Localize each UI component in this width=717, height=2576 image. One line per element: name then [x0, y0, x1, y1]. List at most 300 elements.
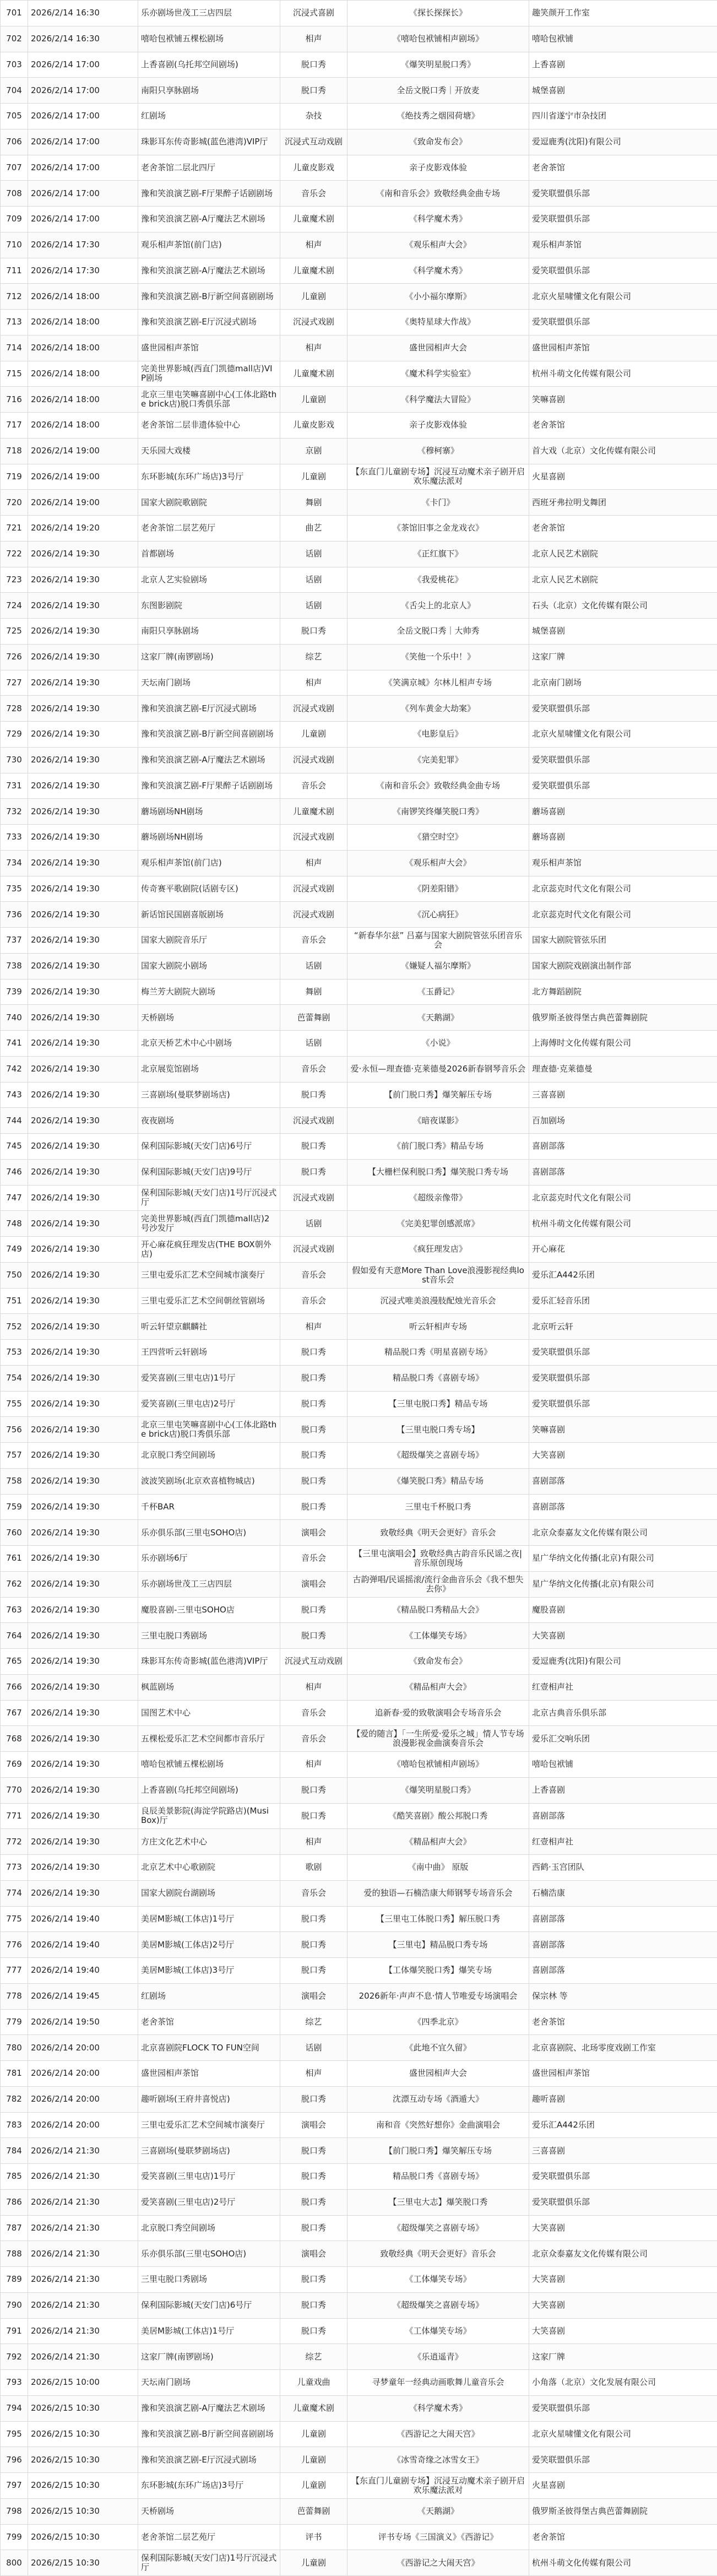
category-cell: 话剧 — [280, 1031, 347, 1057]
organizer-cell: 喜剧部落 — [529, 1803, 717, 1829]
datetime-cell: 2026/2/15 10:30 — [28, 2395, 138, 2421]
datetime-cell: 2026/2/14 19:30 — [28, 1082, 138, 1108]
row-number: 731 — [1, 773, 28, 799]
datetime-cell: 2026/2/14 18:00 — [28, 284, 138, 310]
venue-cell: 国家大剧院歌剧院 — [138, 490, 280, 516]
row-number: 708 — [1, 181, 28, 207]
title-cell: 【三里屯演唱会】致敬经典古韵音乐民谣之夜|音乐原创现场 — [347, 1546, 529, 1572]
table-row — [1, 2241, 717, 2267]
venue-cell: 三里屯脱口秀剧场 — [138, 1623, 280, 1649]
title-cell: 【东直门儿童剧专场】沉浸互动魔术亲子剧开启欢乐魔法派对 — [347, 2473, 529, 2499]
table-row — [1, 1288, 717, 1314]
datetime-cell: 2026/2/14 19:30 — [28, 1546, 138, 1572]
title-cell: 南和音《突然好想你》金曲演唱会 — [347, 2112, 529, 2138]
title-cell: 《观乐相声大会》 — [347, 850, 529, 876]
datetime-cell: 2026/2/15 10:30 — [28, 2421, 138, 2447]
venue-cell: 北京人艺实验剧场 — [138, 567, 280, 593]
category-cell: 话剧 — [280, 2035, 347, 2061]
venue-cell: 老舍茶馆二层艺苑厅 — [138, 2524, 280, 2550]
organizer-cell: 北京火星啸懂文化有限公司 — [529, 284, 717, 310]
venue-cell: 豫和笑浪演艺剧-A厅魔法艺术剧场 — [138, 2395, 280, 2421]
organizer-cell: 爱笑联盟俱乐部 — [529, 207, 717, 232]
datetime-cell: 2026/2/14 19:30 — [28, 979, 138, 1005]
venue-cell: 北京喜剧院FLOCK TO FUN空间 — [138, 2035, 280, 2061]
row-number: 767 — [1, 1700, 28, 1726]
organizer-cell: 西鹤·玉宫团队 — [529, 1855, 717, 1881]
datetime-cell: 2026/2/14 19:30 — [28, 644, 138, 670]
venue-cell: 豫和笑浪演艺剧-E厅沉浸式剧场 — [138, 310, 280, 335]
title-cell: 《沉心病狂》 — [347, 902, 529, 928]
category-cell: 脱口秀 — [280, 2164, 347, 2190]
organizer-cell: 北京众泰嘉友文化传媒有限公司 — [529, 1520, 717, 1546]
venue-cell: 波波笑剧场(北京欢喜植物城店) — [138, 1468, 280, 1494]
organizer-cell: 大笑喜剧 — [529, 2215, 717, 2241]
venue-cell: 上香喜剧(乌托邦空间剧场) — [138, 52, 280, 78]
datetime-cell: 2026/2/14 17:00 — [28, 104, 138, 129]
title-cell: 《茶馆旧事之金龙戏衣》 — [347, 516, 529, 542]
table-row — [1, 1, 717, 26]
category-cell: 沉浸式戏剧 — [280, 825, 347, 851]
datetime-cell: 2026/2/14 16:30 — [28, 26, 138, 52]
row-number: 748 — [1, 1211, 28, 1237]
datetime-cell: 2026/2/14 19:30 — [28, 1417, 138, 1443]
venue-cell: 三喜剧场(曼联梦剧场店) — [138, 1082, 280, 1108]
table-row — [1, 361, 717, 387]
row-number: 769 — [1, 1752, 28, 1778]
category-cell: 沉浸式戏剧 — [280, 696, 347, 722]
table-row — [1, 1571, 717, 1597]
datetime-cell: 2026/2/14 19:30 — [28, 1237, 138, 1263]
organizer-cell: 星广华纳文化传播(北京)有限公司 — [529, 1571, 717, 1597]
table-row — [1, 1185, 717, 1211]
row-number: 785 — [1, 2164, 28, 2190]
title-cell: 【三里屯脱口秀】精品专场 — [347, 1391, 529, 1417]
title-cell: 《精品相声大会》 — [347, 1674, 529, 1700]
category-cell: 儿童剧 — [280, 464, 347, 490]
table-row — [1, 1391, 717, 1417]
venue-cell: 美居M影城(工体店)3号厅 — [138, 1958, 280, 1984]
datetime-cell: 2026/2/14 21:30 — [28, 2344, 138, 2370]
organizer-cell: 蘑场喜剧 — [529, 825, 717, 851]
title-cell: 《嘻哈包袱铺相声剧场》 — [347, 1752, 529, 1778]
table-row — [1, 876, 717, 902]
table-row — [1, 2035, 717, 2061]
table-row — [1, 2498, 717, 2524]
table-row — [1, 1855, 717, 1881]
title-cell: 亲子皮影戏体验 — [347, 155, 529, 181]
row-number: 757 — [1, 1443, 28, 1469]
venue-cell: 观乐相声茶馆(前门店) — [138, 850, 280, 876]
venue-cell: 三里屯脱口秀剧场 — [138, 2267, 280, 2293]
table-row — [1, 2138, 717, 2164]
table-row — [1, 284, 717, 310]
organizer-cell: 爱笑联盟俱乐部 — [529, 181, 717, 207]
row-number: 738 — [1, 953, 28, 979]
organizer-cell: 大笑喜剧 — [529, 1623, 717, 1649]
datetime-cell: 2026/2/14 19:50 — [28, 2009, 138, 2035]
category-cell: 脱口秀 — [280, 2215, 347, 2241]
category-cell: 脱口秀 — [280, 1159, 347, 1185]
organizer-cell: 嘻哈包袱铺 — [529, 1752, 717, 1778]
row-number: 783 — [1, 2112, 28, 2138]
title-cell: 《暗夜谋影》 — [347, 1108, 529, 1134]
datetime-cell: 2026/2/14 19:30 — [28, 1649, 138, 1675]
row-number: 796 — [1, 2447, 28, 2473]
row-number: 765 — [1, 1649, 28, 1675]
category-cell: 脱口秀 — [280, 1340, 347, 1366]
venue-cell: 观乐相声茶馆(前门店) — [138, 232, 280, 258]
venue-cell: 美居M影城(工体店)2号厅 — [138, 1932, 280, 1958]
organizer-cell: 北方舞蹈剧院 — [529, 979, 717, 1005]
category-cell: 儿童剧 — [280, 387, 347, 413]
category-cell: 话剧 — [280, 567, 347, 593]
venue-cell: 北京脱口秀空间剧场 — [138, 2215, 280, 2241]
datetime-cell: 2026/2/14 18:00 — [28, 361, 138, 387]
table-row — [1, 207, 717, 232]
row-number: 775 — [1, 1906, 28, 1932]
row-number: 709 — [1, 207, 28, 232]
venue-cell: 保利国际影城(天安门店)1号厅沉浸式厅 — [138, 1185, 280, 1211]
organizer-cell: 石头（北京）文化传媒有限公司 — [529, 593, 717, 619]
row-number: 755 — [1, 1391, 28, 1417]
venue-cell: 北京脱口秀空间剧场 — [138, 1443, 280, 1469]
datetime-cell: 2026/2/14 19:30 — [28, 902, 138, 928]
organizer-cell: 国家大剧院戏剧演出制作部 — [529, 953, 717, 979]
table-row — [1, 438, 717, 464]
title-cell: 《爆笑明星脱口秀》 — [347, 52, 529, 78]
venue-cell: 珠影耳东传奇影城(蓝色港湾)VIP厅 — [138, 129, 280, 155]
row-number: 777 — [1, 1958, 28, 1984]
row-number: 750 — [1, 1262, 28, 1288]
table-row — [1, 2370, 717, 2396]
row-number: 784 — [1, 2138, 28, 2164]
row-number: 779 — [1, 2009, 28, 2035]
title-cell: 《我爱桃花》 — [347, 567, 529, 593]
row-number: 788 — [1, 2241, 28, 2267]
table-row — [1, 413, 717, 439]
datetime-cell: 2026/2/15 10:30 — [28, 2473, 138, 2499]
organizer-cell: 火星喜剧 — [529, 464, 717, 490]
category-cell: 演唱会 — [280, 2112, 347, 2138]
venue-cell: 豫和笑浪演艺剧-B厅新空间喜剧剧场 — [138, 284, 280, 310]
title-cell: 《爆笑明星脱口秀》 — [347, 1777, 529, 1803]
venue-cell: 三喜剧场(曼联梦剧场店) — [138, 2138, 280, 2164]
category-cell: 相声 — [280, 1674, 347, 1700]
title-cell: 《科学魔术秀》 — [347, 258, 529, 284]
title-cell: 《致命发布会》 — [347, 1649, 529, 1675]
organizer-cell: 上香喜剧 — [529, 52, 717, 78]
category-cell: 儿童魔术剧 — [280, 207, 347, 232]
table-row — [1, 1649, 717, 1675]
row-number: 789 — [1, 2267, 28, 2293]
row-number: 722 — [1, 541, 28, 567]
table-row — [1, 1211, 717, 1237]
title-cell: 《玉爵记》 — [347, 979, 529, 1005]
datetime-cell: 2026/2/14 19:30 — [28, 799, 138, 825]
venue-cell: 三里屯爱乐汇艺术空间朝丝管剧场 — [138, 1288, 280, 1314]
title-cell: 沉浸式唯美浪漫肢配烛光音乐会 — [347, 1288, 529, 1314]
title-cell: 《四季北京》 — [347, 2009, 529, 2035]
venue-cell: 天乐园大戏楼 — [138, 438, 280, 464]
datetime-cell: 2026/2/14 19:30 — [28, 1340, 138, 1366]
datetime-cell: 2026/2/14 19:30 — [28, 1314, 138, 1340]
category-cell: 儿童皮影戏 — [280, 155, 347, 181]
row-number: 702 — [1, 26, 28, 52]
organizer-cell: 老舍茶馆 — [529, 2524, 717, 2550]
title-cell: 《冰雪奇缘之冰雪女王》 — [347, 2447, 529, 2473]
table-row — [1, 1108, 717, 1134]
datetime-cell: 2026/2/14 19:30 — [28, 773, 138, 799]
organizer-cell: 老舍茶馆 — [529, 155, 717, 181]
table-row — [1, 2215, 717, 2241]
venue-cell: 天桥剧场 — [138, 1005, 280, 1031]
venue-cell: 天坛南门剧场 — [138, 2370, 280, 2396]
venue-cell: 珠影耳东传奇影城(蓝色港湾)VIP厅 — [138, 1649, 280, 1675]
venue-cell: 美居M影城(工体店)1号厅 — [138, 2318, 280, 2344]
venue-cell: 豫和笑浪演艺剧-F厅果醉子话剧剧场 — [138, 773, 280, 799]
organizer-cell: 北京众泰嘉友文化传媒有限公司 — [529, 2241, 717, 2267]
datetime-cell: 2026/2/14 19:30 — [28, 722, 138, 748]
category-cell: 舞剧 — [280, 490, 347, 516]
datetime-cell: 2026/2/14 18:00 — [28, 335, 138, 361]
datetime-cell: 2026/2/14 19:30 — [28, 953, 138, 979]
organizer-cell: 爱乐汇A442乐团 — [529, 2112, 717, 2138]
category-cell: 相声 — [280, 26, 347, 52]
row-number: 770 — [1, 1777, 28, 1803]
category-cell: 脱口秀 — [280, 1777, 347, 1803]
row-number: 704 — [1, 78, 28, 104]
datetime-cell: 2026/2/14 19:30 — [28, 567, 138, 593]
category-cell: 相声 — [280, 335, 347, 361]
table-row — [1, 902, 717, 928]
organizer-cell: 爱笑联盟俱乐部 — [529, 2164, 717, 2190]
table-row — [1, 516, 717, 542]
datetime-cell: 2026/2/14 19:30 — [28, 1211, 138, 1237]
table-row — [1, 722, 717, 748]
datetime-cell: 2026/2/14 19:30 — [28, 928, 138, 954]
venue-cell: 南阳只享脉剧场 — [138, 78, 280, 104]
datetime-cell: 2026/2/14 19:30 — [28, 1777, 138, 1803]
category-cell: 芭蕾舞剧 — [280, 2498, 347, 2524]
category-cell: 音乐会 — [280, 1288, 347, 1314]
row-number: 716 — [1, 387, 28, 413]
venue-cell: 嘻哈包袱铺五棵松剧场 — [138, 26, 280, 52]
row-number: 792 — [1, 2344, 28, 2370]
organizer-cell: 北京火星啸懂文化有限公司 — [529, 722, 717, 748]
row-number: 720 — [1, 490, 28, 516]
row-number: 743 — [1, 1082, 28, 1108]
datetime-cell: 2026/2/14 19:00 — [28, 490, 138, 516]
table-row — [1, 1417, 717, 1443]
datetime-cell: 2026/2/14 19:30 — [28, 1056, 138, 1082]
title-cell: 《列车黄金大劫案》 — [347, 696, 529, 722]
title-cell: 《舌尖上的北京人》 — [347, 593, 529, 619]
organizer-cell: 北京火星啸懂文化有限公司 — [529, 2421, 717, 2447]
category-cell: 儿童皮影戏 — [280, 413, 347, 439]
title-cell: 古韵弹唱/民谣摇滚/流行金曲音乐会《我不想失去你》 — [347, 1571, 529, 1597]
title-cell: 《嫌疑人福尔摩斯》 — [347, 953, 529, 979]
table-row — [1, 1752, 717, 1778]
venue-cell: 老舍茶馆 — [138, 2009, 280, 2035]
datetime-cell: 2026/2/14 21:30 — [28, 2292, 138, 2318]
title-cell: 《南和音乐会》致敬经典金曲专场 — [347, 773, 529, 799]
organizer-cell: 杭州斗萌文化传媒有限公司 — [529, 1211, 717, 1237]
venue-cell: 豫和笑浪演艺剧-B厅新空间喜剧剧场 — [138, 722, 280, 748]
datetime-cell: 2026/2/14 19:40 — [28, 1932, 138, 1958]
row-number: 766 — [1, 1674, 28, 1700]
venue-cell: 国家大剧院音乐厅 — [138, 928, 280, 954]
datetime-cell: 2026/2/15 10:30 — [28, 2447, 138, 2473]
table-row — [1, 104, 717, 129]
row-number: 759 — [1, 1494, 28, 1520]
datetime-cell: 2026/2/14 19:30 — [28, 670, 138, 696]
row-number: 717 — [1, 413, 28, 439]
datetime-cell: 2026/2/14 18:00 — [28, 413, 138, 439]
table-row — [1, 1829, 717, 1855]
organizer-cell: 北京蕊克时代文化有限公司 — [529, 902, 717, 928]
category-cell: 儿童魔术剧 — [280, 799, 347, 825]
row-number: 754 — [1, 1365, 28, 1391]
title-cell: 《南锣笑终爆笑脱口秀》 — [347, 799, 529, 825]
category-cell: 脱口秀 — [280, 1623, 347, 1649]
table-row — [1, 1134, 717, 1160]
category-cell: 曲艺 — [280, 516, 347, 542]
venue-cell: 红剧场 — [138, 1983, 280, 2009]
title-cell: 《工体爆笑专场》 — [347, 2318, 529, 2344]
venue-cell: 盛世园相声茶馆 — [138, 335, 280, 361]
title-cell: 三里屯千杯脱口秀 — [347, 1494, 529, 1520]
category-cell: 沉浸式戏剧 — [280, 1108, 347, 1134]
datetime-cell: 2026/2/14 19:20 — [28, 516, 138, 542]
venue-cell: 上香喜剧(乌托邦空间剧场) — [138, 1777, 280, 1803]
table-row — [1, 155, 717, 181]
organizer-cell: 喜剧部落 — [529, 1468, 717, 1494]
venue-cell: 方庄文化艺术中心 — [138, 1829, 280, 1855]
title-cell: 《正红旗下》 — [347, 541, 529, 567]
datetime-cell: 2026/2/14 19:30 — [28, 1494, 138, 1520]
organizer-cell: 这家厂牌 — [529, 2344, 717, 2370]
row-number: 791 — [1, 2318, 28, 2344]
venue-cell: 开心麻花疯狂理发店(THE BOX朝外店) — [138, 1237, 280, 1263]
organizer-cell: 北京听云轩 — [529, 1314, 717, 1340]
datetime-cell: 2026/2/14 19:30 — [28, 1674, 138, 1700]
title-cell: 精品脱口秀《明星喜剧专场》 — [347, 1340, 529, 1366]
row-number: 776 — [1, 1932, 28, 1958]
title-cell: 全岳文脱口秀｜大帅秀 — [347, 619, 529, 645]
title-cell: 【爱的随言】「一生所爱·爱乐之城」情人节专场浪漫影视金曲演奏音乐会 — [347, 1726, 529, 1752]
category-cell: 脱口秀 — [280, 1468, 347, 1494]
venue-cell: 乐亦俱乐部(三里屯SOHO店) — [138, 2241, 280, 2267]
venue-cell: 保利国际影城(天安门店)1号厅沉浸式厅 — [138, 2550, 280, 2576]
category-cell: 综艺 — [280, 644, 347, 670]
organizer-cell: 爱笑联盟俱乐部 — [529, 310, 717, 335]
title-cell: 《天鹅湖》 — [347, 1005, 529, 1031]
title-cell: 《超级爆笑之喜剧专场》 — [347, 2292, 529, 2318]
row-number: 751 — [1, 1288, 28, 1314]
title-cell: 《穆柯寨》 — [347, 438, 529, 464]
datetime-cell: 2026/2/14 19:30 — [28, 1700, 138, 1726]
table-row — [1, 799, 717, 825]
table-row — [1, 1056, 717, 1082]
organizer-cell: 喜剧部落 — [529, 1958, 717, 1984]
category-cell: 儿童剧 — [280, 2447, 347, 2473]
organizer-cell: 爱笑联盟俱乐部 — [529, 1391, 717, 1417]
datetime-cell: 2026/2/14 19:30 — [28, 1803, 138, 1829]
datetime-cell: 2026/2/14 17:00 — [28, 78, 138, 104]
venue-cell: 豫和笑浪演艺剧-E厅沉浸式剧场 — [138, 696, 280, 722]
category-cell: 儿童剧 — [280, 722, 347, 748]
title-cell: 《超级爆笑之喜剧专场》 — [347, 2215, 529, 2241]
datetime-cell: 2026/2/14 19:30 — [28, 1623, 138, 1649]
row-number: 727 — [1, 670, 28, 696]
category-cell: 京剧 — [280, 438, 347, 464]
datetime-cell: 2026/2/14 19:30 — [28, 1855, 138, 1881]
row-number: 737 — [1, 928, 28, 954]
table-row — [1, 2344, 717, 2370]
organizer-cell: 爱笑联盟俱乐部 — [529, 1340, 717, 1366]
title-cell: 精品脱口秀《喜剧专场》 — [347, 2164, 529, 2190]
title-cell: 【三里屯】精品脱口秀专场 — [347, 1932, 529, 1958]
datetime-cell: 2026/2/14 19:30 — [28, 1880, 138, 1906]
title-cell: 《笑他一个乐中！》 — [347, 644, 529, 670]
title-cell: 【三里屯大志】爆笑脱口秀 — [347, 2189, 529, 2215]
datetime-cell: 2026/2/14 21:30 — [28, 2318, 138, 2344]
venue-cell: 梅兰芳大剧院大剧场 — [138, 979, 280, 1005]
organizer-cell: 趣听喜剧 — [529, 2086, 717, 2112]
row-number: 774 — [1, 1880, 28, 1906]
venue-cell: 老舍茶馆二层北四厅 — [138, 155, 280, 181]
row-number: 800 — [1, 2550, 28, 2576]
venue-cell: 乐亦剧场6厅 — [138, 1546, 280, 1572]
category-cell: 脱口秀 — [280, 2138, 347, 2164]
title-cell: 盛世园相声大会 — [347, 2061, 529, 2087]
row-number: 733 — [1, 825, 28, 851]
category-cell: 儿童剧 — [280, 2550, 347, 2576]
row-number: 768 — [1, 1726, 28, 1752]
row-number: 740 — [1, 1005, 28, 1031]
row-number: 721 — [1, 516, 28, 542]
category-cell: 音乐会 — [280, 773, 347, 799]
venue-cell: 红剧场 — [138, 104, 280, 129]
datetime-cell: 2026/2/14 19:40 — [28, 1906, 138, 1932]
datetime-cell: 2026/2/14 20:00 — [28, 2086, 138, 2112]
table-row — [1, 773, 717, 799]
row-number: 714 — [1, 335, 28, 361]
organizer-cell: 首大戏（北京）文化传媒有限公司 — [529, 438, 717, 464]
category-cell: 音乐会 — [280, 1726, 347, 1752]
table-row — [1, 1958, 717, 1984]
table-row — [1, 78, 717, 104]
table-row — [1, 2421, 717, 2447]
table-row — [1, 490, 717, 516]
title-cell: 《观乐相声大会》 — [347, 232, 529, 258]
row-number: 761 — [1, 1546, 28, 1572]
category-cell: 音乐会 — [280, 1546, 347, 1572]
organizer-cell: 杭州斗萌文化传媒有限公司 — [529, 361, 717, 387]
title-cell: 【东直门儿童剧专场】沉浸互动魔术亲子剧开启欢乐魔法派对 — [347, 464, 529, 490]
table-row — [1, 1159, 717, 1185]
table-row — [1, 1623, 717, 1649]
row-number: 787 — [1, 2215, 28, 2241]
row-number: 786 — [1, 2189, 28, 2215]
table-row — [1, 2112, 717, 2138]
title-cell: 《嘻哈包袱铺相声剧场》 — [347, 26, 529, 52]
row-number: 747 — [1, 1185, 28, 1211]
title-cell: 《电影皇后》 — [347, 722, 529, 748]
table-row — [1, 1777, 717, 1803]
venue-cell: 盛世园相声茶馆 — [138, 2061, 280, 2087]
table-row — [1, 1031, 717, 1057]
